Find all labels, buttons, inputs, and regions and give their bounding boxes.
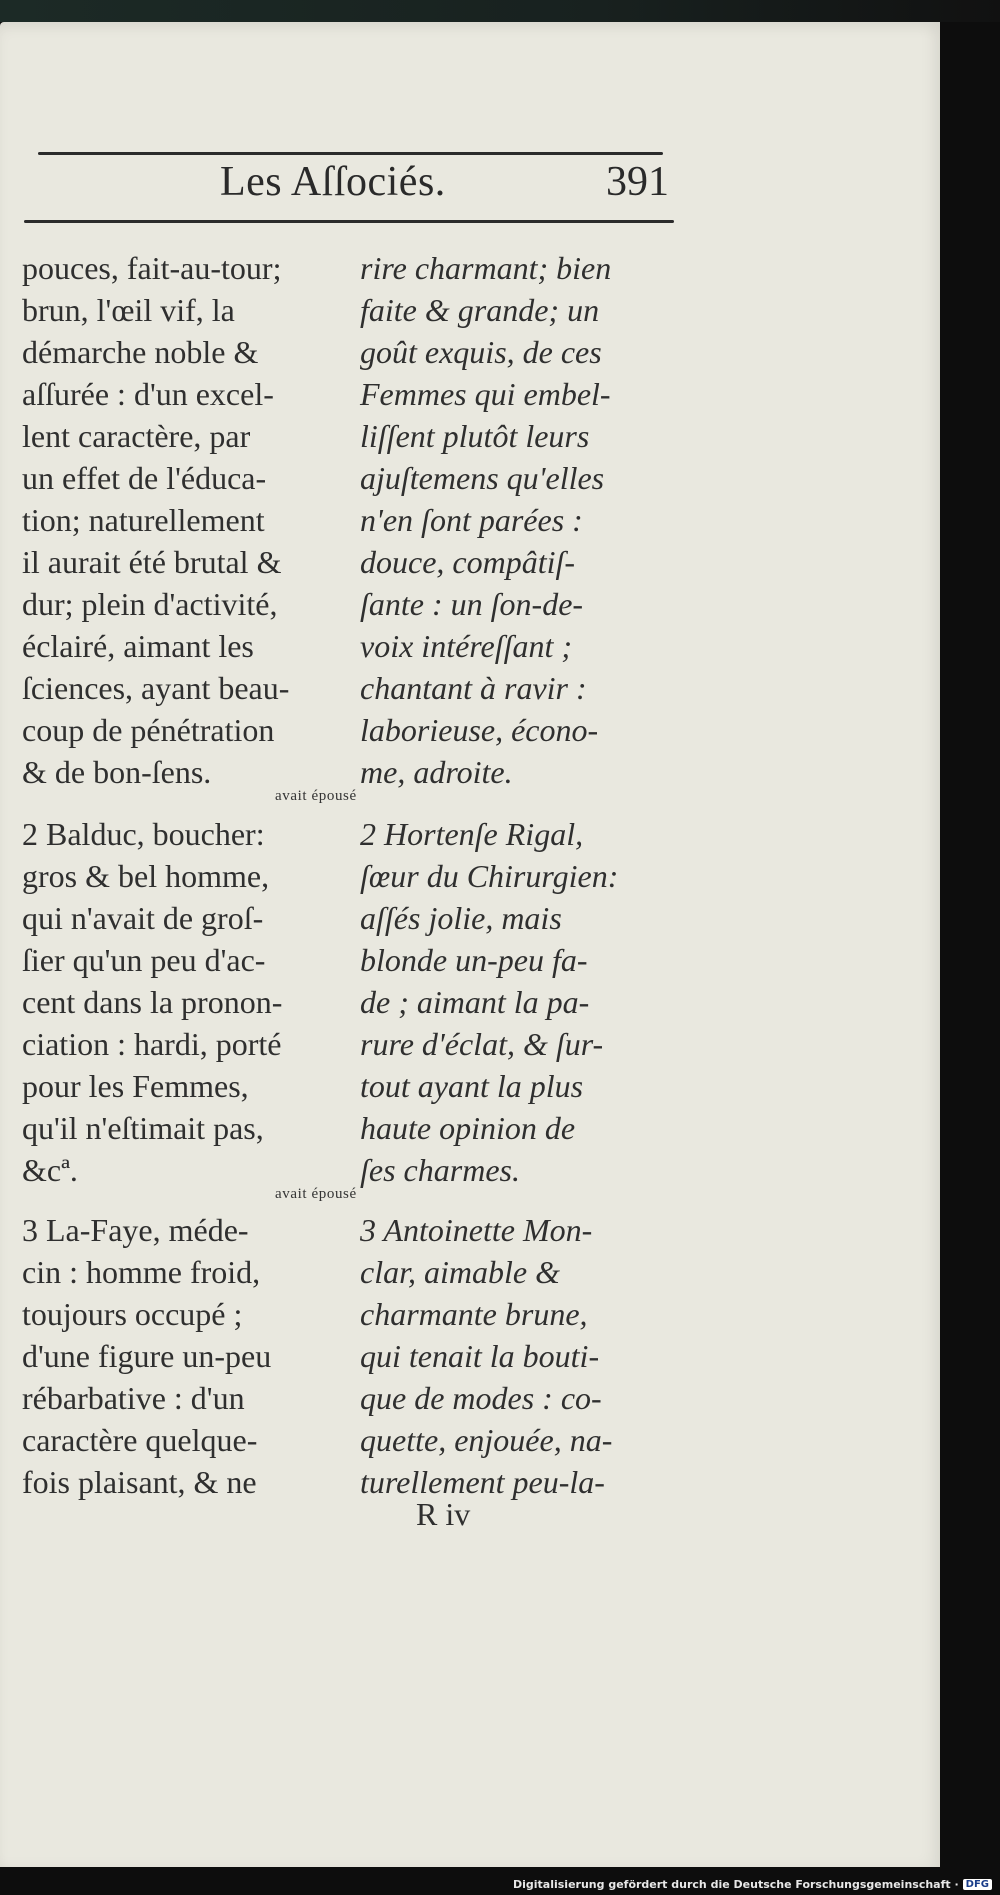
text-line: goût exquis, de ces <box>360 334 602 370</box>
text-line: 3 La-Faye, méde- <box>22 1212 249 1248</box>
text-line: liſſent plutôt leurs <box>360 418 590 454</box>
text-line: rure d'éclat, & ſur- <box>360 1026 604 1062</box>
text-line: caractère quelque- <box>22 1422 258 1458</box>
text-line: Femmes qui embel- <box>360 376 611 412</box>
text-line: qui tenait la bouti- <box>360 1338 600 1374</box>
text-line: haute opinion de <box>360 1110 576 1146</box>
text-line: turellement peu-la- <box>360 1464 605 1500</box>
credit-text: Digitalisierung gefördert durch die Deutsche Forschungsgemeinschaft · <box>512 1878 959 1891</box>
text-line: ſœur du Chirurgien: <box>360 858 619 894</box>
text-line: ajuſtemens qu'elles <box>360 460 605 496</box>
text-line: que de modes : co- <box>360 1380 602 1416</box>
text-line: cent dans la pronon- <box>22 984 283 1020</box>
text-line: me, adroite. <box>360 754 513 790</box>
text-line: rébarbative : d'un <box>22 1380 245 1416</box>
running-head: Les Aſſociés. <box>220 159 446 205</box>
text-line: clar, aimable & <box>360 1254 560 1290</box>
text-line: d'une figure un-peu <box>22 1338 272 1374</box>
text-line: un effet de l'éduca- <box>22 460 267 496</box>
text-line: rire charmant; bien <box>360 250 612 286</box>
text-line: ſante : un ſon-de- <box>360 586 584 622</box>
text-line: 3 Antoinette Mon- <box>360 1212 593 1248</box>
text-line: charmante brune, <box>360 1296 588 1332</box>
header-rule-top <box>38 152 663 155</box>
text-line: ſes charmes. <box>360 1152 520 1188</box>
text-line: gros & bel homme, <box>22 858 270 894</box>
signature-mark: R iv <box>416 1496 471 1532</box>
text-line: aſſés jolie, mais <box>360 900 562 936</box>
text-line: 2 Balduc, boucher: <box>22 816 265 852</box>
text-line: aſſurée : d'un excel- <box>22 376 274 412</box>
text-line: ciation : hardi, porté <box>22 1026 282 1062</box>
scan-top-band <box>0 0 1000 22</box>
text-line: cin : homme froid, <box>22 1254 261 1290</box>
text-line: fois plaisant, & ne <box>22 1464 257 1500</box>
text-line: ſciences, ayant beau- <box>22 670 290 706</box>
entry-2-caption: avait épousé <box>275 788 357 804</box>
header-rule-bottom <box>24 220 674 223</box>
text-line: & de bon-ſens. <box>22 754 212 790</box>
entry-3-caption: avait épousé <box>275 1186 357 1202</box>
text-line: qu'il n'eſtimait pas, <box>22 1110 264 1146</box>
text-line: tout ayant la plus <box>360 1068 584 1104</box>
text-line: faite & grande; un <box>360 292 600 328</box>
text-line: tion; naturellement <box>22 502 265 538</box>
text-line: ſier qu'un peu d'ac- <box>22 942 266 978</box>
text-line: laborieuse, écono- <box>360 712 599 748</box>
text-line: chantant à ravir : <box>360 670 587 706</box>
text-line: de ; aimant la pa- <box>360 984 590 1020</box>
text-line: il aurait été brutal & <box>22 544 282 580</box>
page-number: 391 <box>606 159 669 205</box>
text-line: voix intéreſſant ; <box>360 628 573 664</box>
digitization-credit <box>513 1878 992 1891</box>
text-line: pour les Femmes, <box>22 1068 249 1104</box>
text-line: qui n'avait de groſ- <box>22 900 264 936</box>
text-line: pouces, fait-au-tour; <box>22 250 282 286</box>
dfg-logo-icon: DFG <box>963 1879 992 1890</box>
text-line: blonde un-peu fa- <box>360 942 588 978</box>
text-line: lent caractère, par <box>22 418 251 454</box>
text-line: quette, enjouée, na- <box>360 1422 613 1458</box>
text-line: coup de pénétration <box>22 712 275 748</box>
text-line: dur; plein d'activité, <box>22 586 278 622</box>
text-line: toujours occupé ; <box>22 1296 243 1332</box>
text-line: &cª. <box>22 1152 78 1188</box>
text-line: douce, compâtiſ- <box>360 544 576 580</box>
text-line: n'en ſont parées : <box>360 502 583 538</box>
text-line: brun, l'œil vif, la <box>22 292 235 328</box>
text-line: démarche noble & <box>22 334 259 370</box>
text-line: 2 Hortenſe Rigal, <box>360 816 584 852</box>
text-line: éclairé, aimant les <box>22 628 254 664</box>
